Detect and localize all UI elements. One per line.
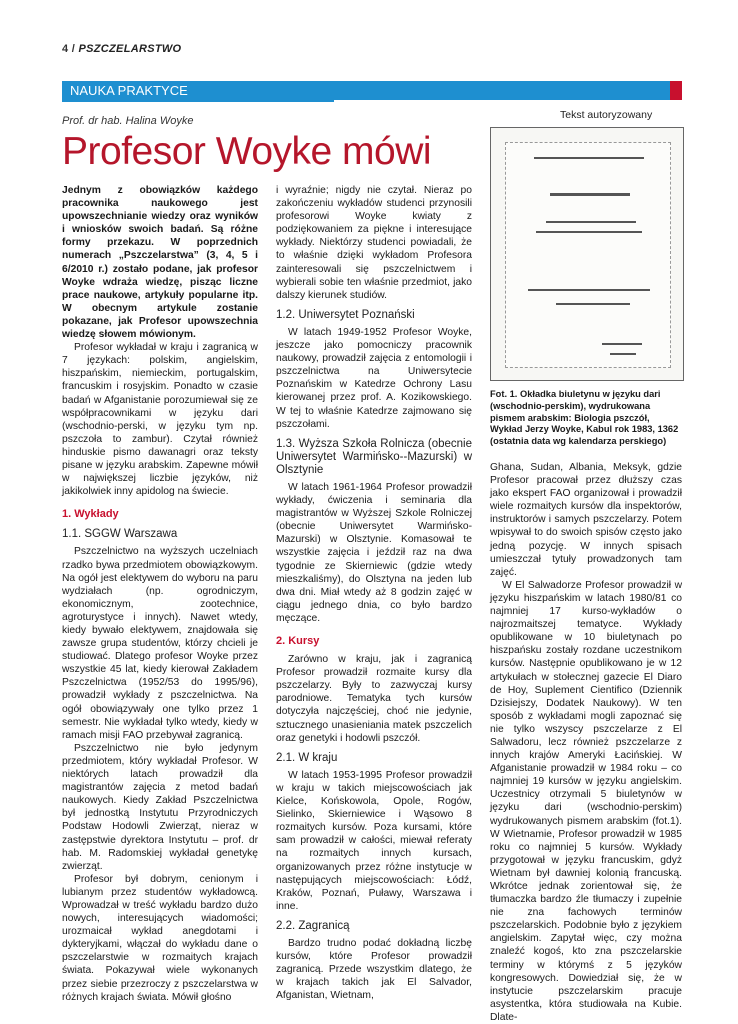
section-heading: 2. Kursy (276, 635, 320, 647)
column-2 (276, 184, 472, 1002)
paragraph: Bardzo trudno podać dokładną liczbę kursów, które Profesor prowadził zagranicą. Przede wszystkim dlatego, że w krajach takich jak El Salvador, Afganistan, Wietnam, (276, 937, 472, 1002)
paragraph: W latach 1953-1995 Profesor prowadził w kraju w takich miejscowościach jak Kielce, Końskowola, Opole, Rogów, Sielinko, Skierniewice i Wąsowo 8 rozmaitych kursów. Poza kursami, które sam prowadził w całości, miewał referaty na rozmaitych innych kursach, organizowanych przez różne instytucje w następujących miejscowościach: Łódź, Kraków, Poznań, Puławy, Warszawa i inne. (276, 769, 472, 912)
article-author: Prof. dr hab. Halina Woyke (62, 115, 194, 127)
paragraph: W El Salwadorze Profesor prowadził w języku hiszpańskim w latach 1980/81 co najmniej 17 kurso-wykładów o najrozmaitszej tematyce. Wykłady opublikowane w 10 biuletynach po hiszpańsku zostały rozdane uczestnikom kursów. Następnie opublikowano je w 12 artykułach w stołecznej gazecie El Diaro de Hoy, Suplement Cientifico (Dziennik Dzisiejszy, Dodatek Naukowy). W ten sposób z wykładami mogli zapoznać się nie tylko wszyscy pszczelarze z El Salwadoru, lecz również pszczelarze z innych krajów Ameryki Łacińskiej. W Afganistanie prowadził w 1984 roku – co najmniej 19 kursów w języku angielskim. Uczestnicy otrzymali 5 biuletynów w języku dari (wschodnio-perskim) wydrukowanych pismem arabskim (fot.1). W Wietnamie, Profesor prowadził w 1985 roku co najmniej 5 kursów. Wykłady przygotował w języku francuskim, gdyż Wietnam był dawniej kolonią francuską. Wkrótce jednak zorientował się, że tłumaczka bardzo źle tłumaczy i zupełnie nie zna fachowych terminów pszczelarskich. Podobnie było z językiem angielskim. Zapytał więc, czy można znaleźć kogoś, kto zna pszczelarskie terminy w którymś z 5 języków kongresowych. Dowiedział się, że w instytucie pszczelarskim pracuje asystentka, która studiowała na Kubie. Dlate- (490, 579, 682, 1023)
paragraph: Pszczelnictwo na wyższych uczelniach rzadko bywa przedmiotem obowiązkowym. Na ogół jest elektywem do wyboru na paru wydziałach (np. ogrodniczym, ekonomicznym, zootechnice, agroturystyce i innych). Nawet wtedy, kiedy bywało elektywem, znajdowała się zawsze grupa studentów, którzy chcieli je studiować. Dlatego profesor Woyke przez wszystkie 45 lat, kiedy kierował Zakładem Pszczelnictwa (1952/53 do 1995/96), prowadził wykłady z pszczelnictwa. Na ogół obowiązywały one tylko przez 1 semestr. Nie wykładał tylko wtedy, kiedy w ramach misji FAO przebywał zagranicą. (62, 546, 258, 741)
photo-caption: Fot. 1. Okładka biuletynu w języku dari (wschodnio-perskim), wydrukowana pismem arabskim: Biologia pszczół, Wykład Jerzy Woyke, Kabul rok 1983, 1362 (ostatnia data wg kalendarza perskiego) (490, 389, 679, 447)
bulletin-cover-photo (490, 127, 684, 381)
lead-paragraph: Jednym z obowiązków każdego pracownika naukowego jest upowszechnianie wiedzy oraz wyników i wniosków swoich badań. Są różne formy przekazu. W poprzednich numerach „Pszczelarstwa” (3, 4, 5 i 6/2010 r.) zostało podane, jak profesor Woyke wdraża wiedzę, pisząc liczne prace naukowe, artykuły popularne itp. W obecnym artykule zostanie pokazane, jak Profesor upowszechnia wiedzę słowem mówionym. (62, 185, 258, 341)
magazine-name: PSZCZELARSTWO (78, 43, 182, 55)
paragraph: W latach 1949-1952 Profesor Woyke, jeszcze jako pomocniczy pracownik naukowy, prowadził zajęcia z entomologii i pszczelnictwa na Uniwersytecie Poznańskim w Katedrze Ochrony Lasu kierowanej przez prof. A. Kozikowskiego. W tej to właśnie Katedrze zajmowano się pszczołami. (276, 326, 472, 430)
paragraph: Ghana, Sudan, Albania, Meksyk, gdzie Profesor pracował przez dłuższy czas jako ekspert FAO organizował i prowadził wiele rozmaitych kursów dla inspektorów, instruktorów i samych pszczelarzy. Potem wpisywał to do swoich spisów często jako jedną pozycję. W innych spisach umieszczał tytuły prowadzonych tam zajęć. (490, 462, 682, 578)
subsection-heading: 2.1. W kraju (276, 751, 338, 764)
subsection-heading: 1.2. Uniwersytet Poznański (276, 308, 415, 321)
column-3 (490, 461, 682, 1024)
paragraph: W latach 1961-1964 Profesor prowadził wykłady, ćwiczenia i seminaria dla magistrantów w Wyższej Szkole Rolniczej (obecnie Uniwersytet Warmińsko-Mazurski) w Olsztynie. Komasował te wszystkie zajęcia i jeździł raz na dwa tygodnie ze Skierniewic (gdzie wtedy mieszkaliśmy), do Olsztyna na jeden lub dwa dni. Miał wtedy aż 8 godzin zajęć w ciągu jednego dnia, co było bardzo męczące. (276, 481, 472, 624)
paragraph: Profesor był dobrym, cenionym i lubianym przez studentów wykładowcą. Wprowadzał w treść wykładu bardzo dużo nowych, interesujących wiadomości; urozmaicał wykład anegdotami i dykteryjkami, włączał do wykładu dane o pszczelarstwie w rozmaitych krajach świata. Pokazywał wiele wykonanych przez siebie przezroczy z pszczelarstwa w różnych krajach świata. Mówił głośno (62, 873, 258, 1003)
paragraph: Zarówno w kraju, jak i zagranicą Profesor prowadził rozmaite kursy dla pszczelarzy. Były to zazwyczaj kursy parodniowe. Tematyka tych kursów dotyczyła najczęściej, choć nie jedynie, sztucznego unasieniania matek pszczelich oraz genetyki i hodowli pszczół. (276, 654, 472, 744)
section-heading: 1. Wykłady (62, 508, 119, 521)
document-scan-icon (505, 142, 671, 368)
paragraph: i wyraźnie; nigdy nie czytał. Nieraz po zakończeniu wykładów studenci przynosili profesorowi Woyke kwiaty z podziękowaniem za piękne i interesujące wykłady. Niektórzy studenci powiadali, że to właśnie dzięki wykładom Profesora zainteresowali się pszczelnictwem i wybierali sobie ten właśnie przedmiot, jako dalszy kierunek studiów. (276, 185, 472, 301)
author-note: Tekst autoryzowany (560, 109, 653, 121)
article-title: Profesor Woyke mówi (62, 130, 432, 173)
paragraph: Pszczelnictwo nie było jedynym przedmiotem, który wykładał Profesor. W niektórych latach prowadził dla magistrantów zajęcia z metod badań naukowych. Kiedy Zakład Pszczelnictwa był jednostką Instytutu Przyrodniczych Podstaw Hodowli Zwierząt, nieraz w zastępstwie dyrektora Instytutu – prof. dr hab. M. Radomskiej wykładał genetykę zwierząt. (62, 742, 258, 872)
subsection-heading: 1.3. Wyższa Szkoła Rolnicza (obecnie Uniwersytet Warmińsko--Mazurski) w Olsztynie (276, 437, 472, 476)
paragraph: Profesor wykładał w kraju i zagranicą w 7 językach: polskim, angielskim, hiszpańskim, niemieckim, portugalskim, francuskim i rosyjskim. Ponadto w czasie badań w Afganistanie porozumiewał się ze współpracownikami w języku dari (wschodnio-perski, w języku tym np. pszczoła to zambur). Czytał również hinduskie pismo dawanagri oraz teksty pisane w języku arabskim. Zapewne mówił w największej liczbie języków, niż jakikolwiek inny apidolog na świecie. (62, 342, 258, 498)
section-underline (62, 100, 334, 102)
running-header (62, 43, 181, 55)
section-bar (62, 81, 682, 100)
section-label: NAUKA PRAKTYCE (70, 83, 188, 98)
page-number: 4 / (62, 43, 76, 55)
section-bar-accent (670, 81, 682, 100)
column-1 (62, 184, 258, 1004)
subsection-heading: 1.1. SGGW Warszawa (62, 528, 178, 541)
subsection-heading: 2.2. Zagranicą (276, 919, 350, 932)
